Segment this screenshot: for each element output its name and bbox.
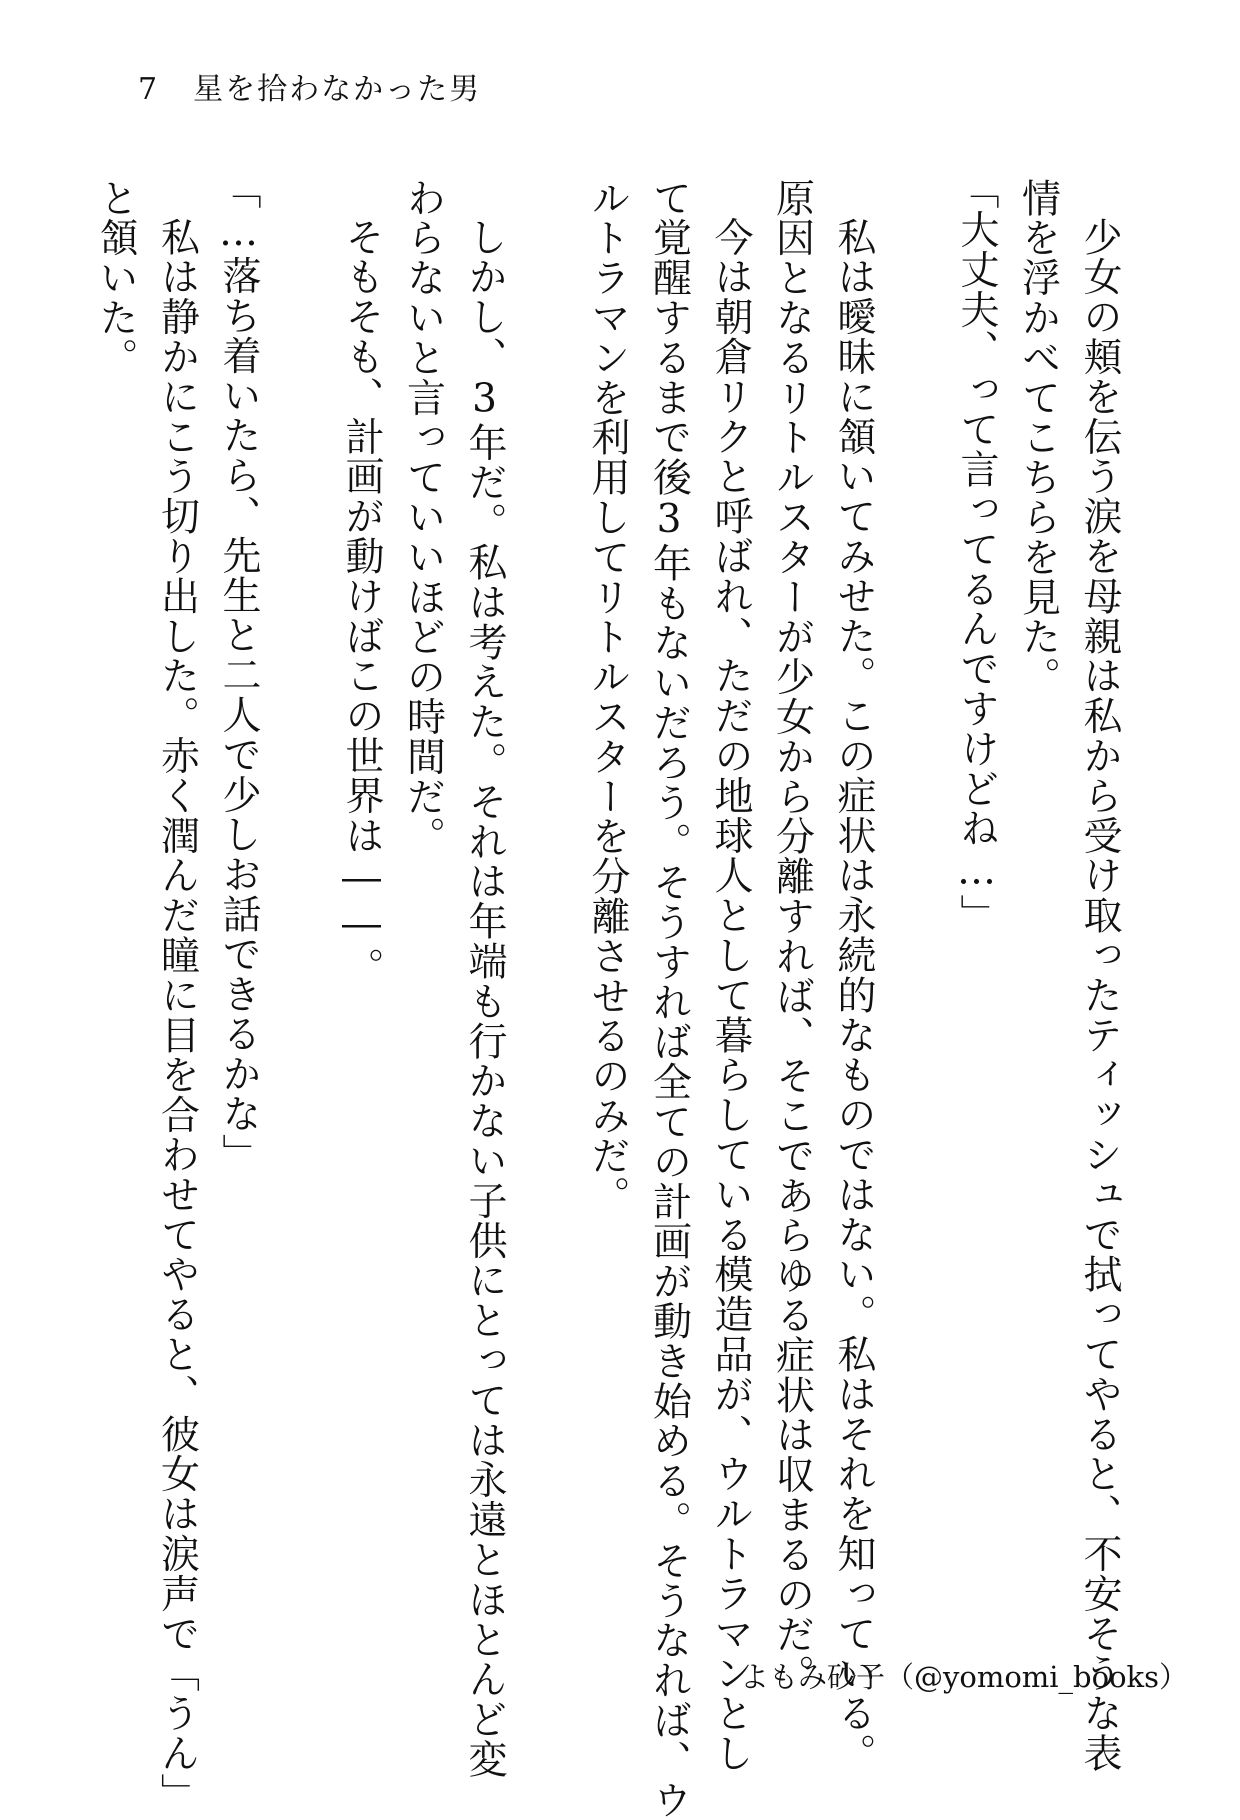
paragraph-gap xyxy=(515,178,577,1658)
text-line: 今は朝倉リクと呼ばれ、ただの地球人として暮らしている模造品が、ウルトラマンとし xyxy=(708,217,753,1774)
paragraph-gap xyxy=(269,178,331,1658)
text-line: 原因となるリトルスターが少女から分離すれば、そこであらゆる症状は収まるのだ。 xyxy=(769,178,815,1695)
text-line: ルトラマンを利用してリトルスターを分離させるのみだ。 xyxy=(585,178,630,1216)
text-line: 「大丈夫、って言ってるんですけどね…」 xyxy=(954,170,999,935)
text-line: そもそも、計画が動けばこの世界は――。 xyxy=(339,217,384,988)
text-line: 私は静かにこう切り出した。赤く潤んだ瞳に目を合わせてやると、彼女は涙声で「うん」 xyxy=(154,217,200,1813)
chapter-title: 星を拾わなかった男 xyxy=(193,72,482,107)
author-credit: よもみ砂子（@yomomi_books） xyxy=(739,1660,1188,1694)
text-line: 少女の頬を伝う涙を母親は私から受け取ったティッシュで拭ってやると、不安そうな表 xyxy=(1077,217,1122,1774)
text-line: て覚醒するまで後3年もないだろう。そうすれば全ての計画が動き始める。そうなれば、ウ xyxy=(646,178,692,1820)
text-line: 情を浮かべてこちらを見た。 xyxy=(1015,178,1061,697)
text-line: わらないと言っていいほどの時間だ。 xyxy=(400,178,446,857)
text-line: と頷いた。 xyxy=(93,178,138,378)
paragraph-gap xyxy=(884,178,946,1658)
text-line: しかし、3年だ。私は考えた。それは年端も行かない子供にとっては永遠とほとんど変 xyxy=(462,217,507,1780)
page-header xyxy=(138,64,481,108)
text-line: 私は曖昧に頷いてみせた。この症状は永続的なものではない。私はそれを知っている。 xyxy=(831,217,876,1774)
page-number: 7 xyxy=(138,72,160,107)
text-line: 「…落ち着いたら、先生と二人で少しお話できるかな」 xyxy=(216,170,261,1174)
